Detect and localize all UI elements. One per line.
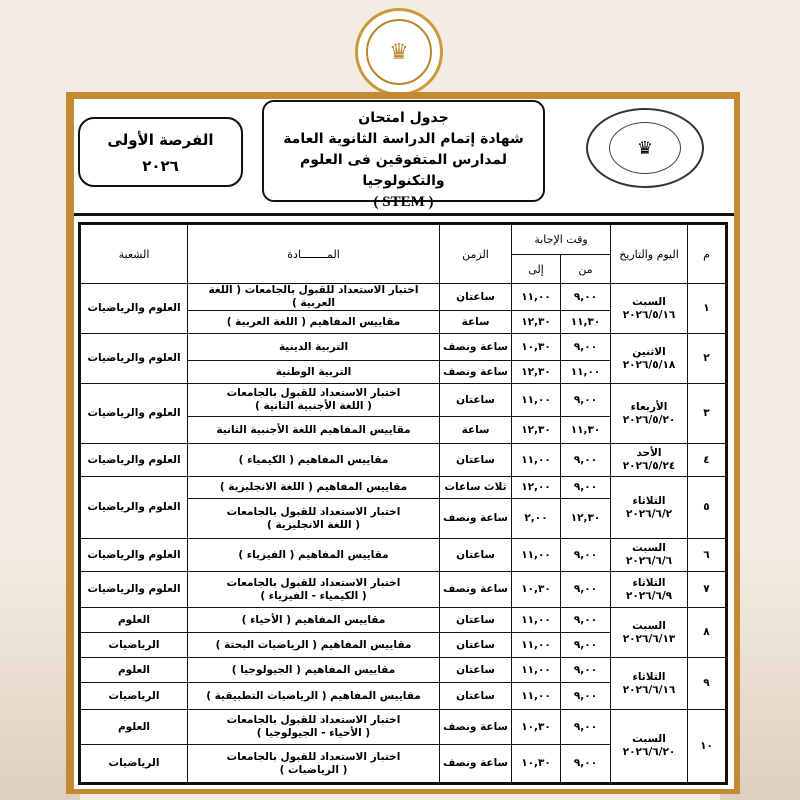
table-row <box>81 710 726 745</box>
row-number: ٩ <box>688 658 726 710</box>
exam-date: ٢٠٢٦/٥/٢٤ <box>622 460 676 472</box>
duration: ساعتان <box>440 384 512 417</box>
subject: مقاييس المفاهيم ( الجيولوجيا ) <box>188 658 440 683</box>
day-date-cell <box>611 334 688 384</box>
duration: ساعة ونصف <box>440 334 512 361</box>
duration: ساعتان <box>440 539 512 572</box>
opportunity-label: الفرصة الأولى <box>107 131 214 149</box>
track: العلوم والرياضيات <box>81 384 188 444</box>
time-to: ١٠,٣٠ <box>512 572 561 608</box>
day-name: السبت <box>632 295 666 308</box>
duration: ساعة <box>440 311 512 334</box>
header-track: الشعبة <box>81 225 188 284</box>
time-from: ٩,٠٠ <box>561 334 611 361</box>
time-from: ٩,٠٠ <box>561 745 611 783</box>
day-name: السبت <box>632 733 666 745</box>
time-from: ٩,٠٠ <box>561 384 611 417</box>
exam-date: ٢٠٢٦/٥/١٦ <box>622 308 676 321</box>
table-row <box>81 334 726 361</box>
duration: ساعة ونصف <box>440 572 512 608</box>
day-date-cell <box>611 710 688 783</box>
day-date-cell <box>611 477 688 539</box>
time-to: ١١,٠٠ <box>512 539 561 572</box>
track: العلوم والرياضيات <box>81 284 188 334</box>
exam-date: ٢٠٢٦/٦/١٣ <box>622 632 676 645</box>
track: الرياضيات <box>81 745 188 783</box>
track: الرياضيات <box>81 683 188 710</box>
time-to: ١١,٠٠ <box>512 444 561 477</box>
exam-date: ٢٠٢٦/٦/٢٠ <box>622 746 676 758</box>
header-day-date: اليوم والتاريخ <box>611 225 688 284</box>
row-number: ٢ <box>688 334 726 384</box>
time-from: ٩,٠٠ <box>561 710 611 745</box>
eagle-emblem-icon: ♛ <box>609 122 681 174</box>
day-date-cell <box>611 572 688 608</box>
subject: مقاييس المفاهيم ( الأحياء ) <box>188 608 440 633</box>
day-name: الثلاثاء <box>632 670 666 683</box>
exam-schedule-table <box>78 222 728 785</box>
exam-date: ٢٠٢٦/٥/١٨ <box>622 358 676 371</box>
time-to: ١٢,٠٠ <box>512 477 561 499</box>
row-number: ٨ <box>688 608 726 658</box>
track: العلوم والرياضيات <box>81 477 188 539</box>
header-duration: الزمن <box>440 225 512 284</box>
title-line: جدول امتحان <box>358 110 449 126</box>
row-number: ٤ <box>688 444 726 477</box>
time-from: ٩,٠٠ <box>561 477 611 499</box>
table-row <box>81 284 726 311</box>
header-subject: المــــــــادة <box>188 225 440 284</box>
duration: ساعتان <box>440 444 512 477</box>
subject: اختبار الاستعداد للقبول بالجامعات ( اللغة العربية ) <box>188 284 440 311</box>
exam-date: ٢٠٢٦/٦/٢ <box>625 507 673 520</box>
header-answer-time: وقت الإجابة <box>512 225 611 255</box>
ministry-seal <box>586 108 704 188</box>
day-date-cell <box>611 658 688 710</box>
title-box <box>262 100 545 210</box>
track: العلوم <box>81 710 188 745</box>
time-to: ١١,٠٠ <box>512 384 561 417</box>
duration: ساعتان <box>440 608 512 633</box>
time-to: ٢,٠٠ <box>512 499 561 539</box>
header-num: م <box>688 225 726 284</box>
time-to: ١١,٠٠ <box>512 633 561 658</box>
title-line: لمدارس المتفوقين فى العلوم والتكنولوجيا <box>299 152 508 189</box>
time-from: ٩,٠٠ <box>561 633 611 658</box>
time-from: ٩,٠٠ <box>561 572 611 608</box>
day-name: الثلاثاء <box>632 576 666 589</box>
time-to: ١٠,٣٠ <box>512 710 561 745</box>
time-to: ١٠,٣٠ <box>512 334 561 361</box>
table-row <box>81 608 726 633</box>
duration: ثلاث ساعات <box>440 477 512 499</box>
time-from: ٩,٠٠ <box>561 539 611 572</box>
subject: التربية الوطنية <box>188 361 440 384</box>
exam-date: ٢٠٢٦/٦/١٦ <box>622 683 676 696</box>
year-label: ٢٠٢٦ <box>142 157 179 175</box>
track: العلوم والرياضيات <box>81 539 188 572</box>
day-date-cell <box>611 284 688 334</box>
divider <box>74 213 734 216</box>
day-name: الأحد <box>636 447 662 459</box>
time-from: ٩,٠٠ <box>561 284 611 311</box>
time-to: ١٢,٣٠ <box>512 311 561 334</box>
row-number: ٥ <box>688 477 726 539</box>
row-number: ٣ <box>688 384 726 444</box>
title-line: شهادة إتمام الدراسة الثانوية العامة <box>283 131 524 147</box>
exam-date: ٢٠٢٦/٥/٢٠ <box>622 413 676 426</box>
exam-date: ٢٠٢٦/٦/٩ <box>625 589 673 602</box>
time-to: ١١,٠٠ <box>512 284 561 311</box>
time-from: ١١,٠٠ <box>561 361 611 384</box>
time-to: ١١,٠٠ <box>512 608 561 633</box>
day-date-cell <box>611 539 688 572</box>
title-line: ( STEM ) <box>373 194 434 210</box>
time-from: ٩,٠٠ <box>561 683 611 710</box>
day-name: الاثنين <box>632 345 666 358</box>
track: العلوم والرياضيات <box>81 572 188 608</box>
subject: مقاييس المفاهيم ( الكيمياء ) <box>188 444 440 477</box>
time-to: ١٢,٣٠ <box>512 361 561 384</box>
table-row <box>81 572 726 608</box>
subject: مقاييس المفاهيم ( اللغة العربية ) <box>188 311 440 334</box>
time-to: ١٠,٣٠ <box>512 745 561 783</box>
subject: مقاييس المفاهيم ( الرياضيات البحتة ) <box>188 633 440 658</box>
day-date-cell <box>611 444 688 477</box>
table-row <box>81 539 726 572</box>
opportunity-box <box>78 117 243 187</box>
header-to: إلى <box>512 255 561 284</box>
subject: اختبار الاستعداد للقبول بالجامعات ( الكيمياء - الفيزياء ) <box>188 572 440 608</box>
exam-date: ٢٠٢٦/٦/٦ <box>625 555 673 567</box>
time-from: ٩,٠٠ <box>561 658 611 683</box>
duration: ساعة ونصف <box>440 361 512 384</box>
time-from: ٩,٠٠ <box>561 444 611 477</box>
subject: مقاييس المفاهيم ( الفيزياء ) <box>188 539 440 572</box>
duration: ساعة ونصف <box>440 745 512 783</box>
subject: اختبار الاستعداد للقبول بالجامعات ( الرياضيات ) <box>188 745 440 783</box>
subject: مقاييس المفاهيم ( الرياضيات التطبيقية ) <box>188 683 440 710</box>
table-row <box>81 444 726 477</box>
track: العلوم والرياضيات <box>81 334 188 384</box>
subject: مقاييس المفاهيم ( اللغة الانجليزية ) <box>188 477 440 499</box>
track: الرياضيات <box>81 633 188 658</box>
day-date-cell <box>611 608 688 658</box>
duration: ساعة <box>440 417 512 444</box>
duration: ساعة ونصف <box>440 499 512 539</box>
time-from: ١٢,٣٠ <box>561 499 611 539</box>
table-row <box>81 658 726 683</box>
duration: ساعتان <box>440 284 512 311</box>
duration: ساعة ونصف <box>440 710 512 745</box>
track: العلوم <box>81 658 188 683</box>
duration: ساعتان <box>440 633 512 658</box>
day-name: الثلاثاء <box>632 494 666 507</box>
time-from: ١١,٣٠ <box>561 311 611 334</box>
header-from: من <box>561 255 611 284</box>
eagle-emblem-icon: ♛ <box>366 19 432 85</box>
time-to: ١١,٠٠ <box>512 683 561 710</box>
day-date-cell <box>611 384 688 444</box>
subject: مقاييس المفاهيم اللغة الأجنبية الثانية <box>188 417 440 444</box>
duration: ساعتان <box>440 658 512 683</box>
row-number: ٦ <box>688 539 726 572</box>
time-to: ١٢,٣٠ <box>512 417 561 444</box>
day-name: السبت <box>632 542 666 554</box>
ministry-logo <box>355 8 443 96</box>
track: العلوم والرياضيات <box>81 444 188 477</box>
row-number: ٧ <box>688 572 726 608</box>
day-name: السبت <box>632 619 666 632</box>
row-number: ١ <box>688 284 726 334</box>
subject: اختبار الاستعداد للقبول بالجامعات ( اللغة الانجليزية ) <box>188 499 440 539</box>
time-from: ٩,٠٠ <box>561 608 611 633</box>
day-name: الأربعاء <box>630 400 668 413</box>
subject: اختبار الاستعداد للقبول بالجامعات ( الأحياء - الجيولوجيا ) <box>188 710 440 745</box>
track: العلوم <box>81 608 188 633</box>
table-row <box>81 384 726 417</box>
table-row <box>81 477 726 499</box>
row-number: ١٠ <box>688 710 726 783</box>
duration: ساعتان <box>440 683 512 710</box>
subject: اختبار الاستعداد للقبول بالجامعات ( اللغة الأجنبية الثانية ) <box>188 384 440 417</box>
subject: التربية الدينية <box>188 334 440 361</box>
time-from: ١١,٣٠ <box>561 417 611 444</box>
time-to: ١١,٠٠ <box>512 658 561 683</box>
